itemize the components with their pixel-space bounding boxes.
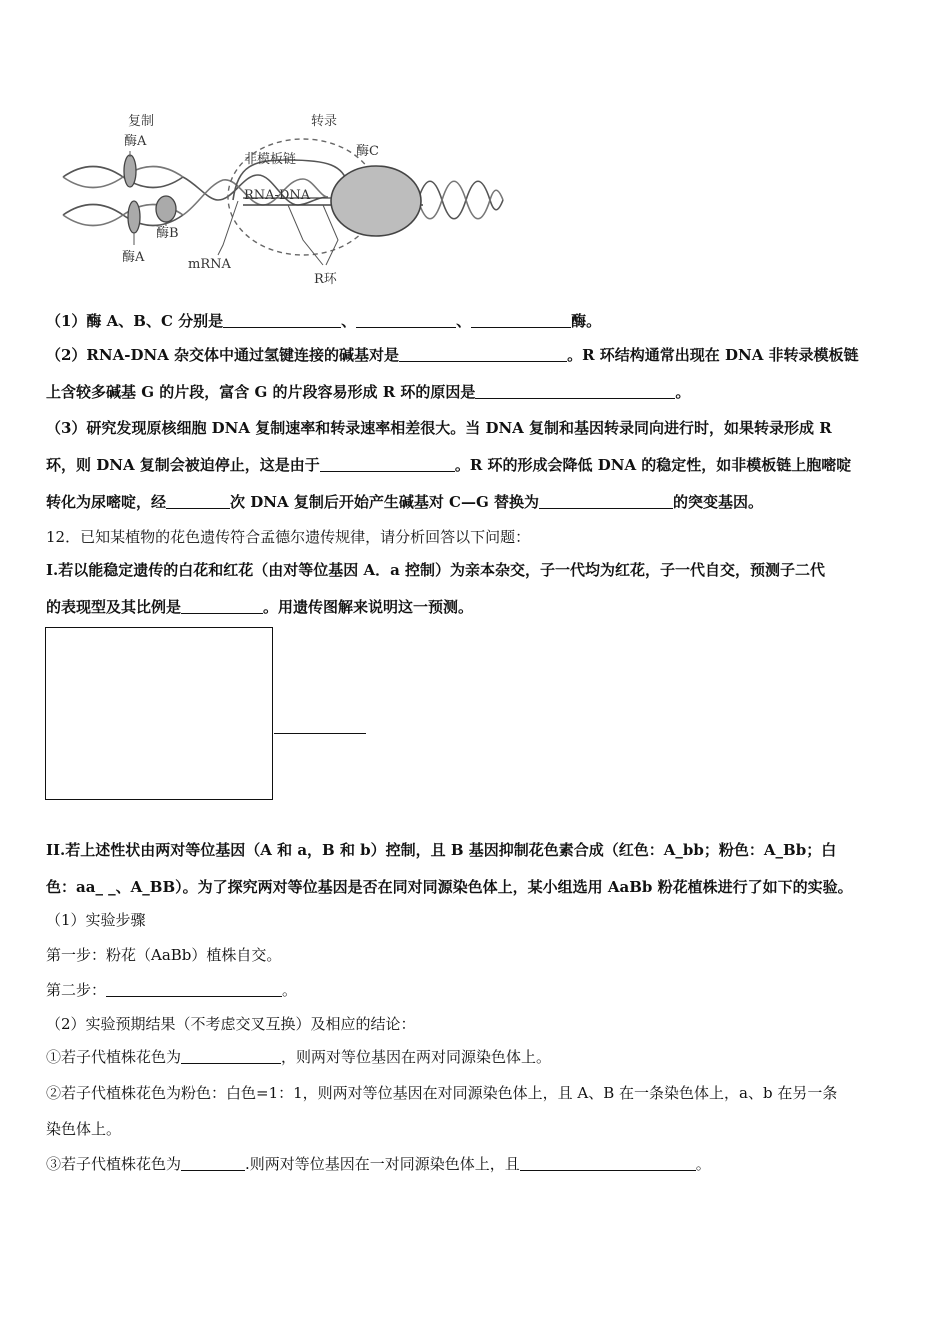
q11-part3-line2: 环，则 DNA 复制会被迫停止，这是由于 。R 环的形成会降低 DNA 的稳定性，如非模板链上胞嘧啶 xyxy=(46,456,852,474)
q11-part1: （1）酶 A、B、C 分别是 、 、 酶。 xyxy=(46,312,602,330)
q12-step2: 第二步： 。 xyxy=(46,981,298,999)
answer-box-side-line xyxy=(274,733,366,734)
q11-part2-line2: 上含较多碱基 G 的片段，富含 G 的片段容易形成 R 环的原因是 。 xyxy=(46,383,691,401)
label-replication: 复制 xyxy=(128,114,155,129)
label-enzyme-a-bottom: 酶A xyxy=(122,250,145,265)
label-mrna: mRNA xyxy=(188,257,231,272)
q12-I-line1: I.若以能稳定遗传的白花和红花（由对等位基因 A．a 控制）为亲本杂交，子一代均为红花，子一代自交，预测子二代 xyxy=(46,561,826,579)
label-enzyme-a-top: 酶A xyxy=(124,134,147,149)
enzyme-b-shape xyxy=(156,196,176,222)
genetic-diagram-answer-box[interactable] xyxy=(45,627,273,800)
q12-II-line1: II.若上述性状由两对等位基因（A 和 a，B 和 b）控制，且 B 基因抑制花色素合成（红色：A_bb；粉色：A_Bb；白 xyxy=(46,841,837,859)
label-transcription: 转录 xyxy=(311,114,338,129)
q12-I-line2: 的表现型及其比例是 。用遗传图解来说明这一预测。 xyxy=(46,598,474,616)
blank-replication-count[interactable] xyxy=(166,493,230,509)
pointer-rloop-left xyxy=(288,205,323,265)
q12-result1: ①若子代植株花色为 ，则两对等位基因在两对同源染色体上。 xyxy=(46,1048,552,1066)
q12-title: 12．已知某植物的花色遗传符合孟德尔遗传规律，请分析回答以下问题： xyxy=(46,528,531,546)
blank-base-pairs[interactable] xyxy=(399,346,567,362)
pointer-mrna xyxy=(218,201,238,255)
blank-result1-color[interactable] xyxy=(181,1048,281,1064)
blank-enzyme-b[interactable] xyxy=(356,312,456,328)
q12-II-line2: 色：aa_ _、A_BB）。为了探究两对等位基因是否在同对同源染色体上，某小组选用 AaBb 粉花植株进行了如下的实验。 xyxy=(46,878,853,896)
blank-enzyme-a[interactable] xyxy=(223,312,341,328)
enzyme-a-top-shape xyxy=(124,155,136,187)
q12-step1: 第一步：粉花（AaBb）植株自交。 xyxy=(46,946,282,964)
upper-helix-strand-2 xyxy=(63,167,183,188)
label-r-loop: R环 xyxy=(314,272,337,287)
q12-result2-line2: 染色体上。 xyxy=(46,1120,122,1138)
blank-substituted-pair[interactable] xyxy=(539,493,673,509)
q12-section2-title: （2）实验预期结果（不考虑交叉互换）及相应的结论： xyxy=(46,1015,416,1033)
blank-replication-stop-reason[interactable] xyxy=(320,456,455,472)
q12-result2-line1: ②若子代植株花色为粉色：白色=1：1，则两对等位基因在对同源染色体上，且 A、B 在一条染色体上，a、b 在另一条 xyxy=(46,1084,838,1102)
blank-result3-arrangement[interactable] xyxy=(520,1155,696,1171)
q12-result3: ③若子代植株花色为 .则两对等位基因在一对同源染色体上，且 。 xyxy=(46,1155,711,1173)
q11-part3-line1: （3）研究发现原核细胞 DNA 复制速率和转录速率相差很大。当 DNA 复制和基因转录同向进行时，如果转录形成 R xyxy=(46,419,832,437)
q11-part2-line1: （2）RNA-DNA 杂交体中通过氢键连接的碱基对是 。R 环结构通常出现在 DNA 非转录模板链 xyxy=(46,346,859,364)
blank-step2[interactable] xyxy=(106,981,282,997)
q11-part3-line3: 转化为尿嘧啶，经 次 DNA 复制后开始产生碱基对 C—G 替换为 的突变基因。 xyxy=(46,493,764,511)
enzyme-c-shape xyxy=(331,166,421,236)
r-loop-diagram xyxy=(58,105,508,295)
blank-result3-color[interactable] xyxy=(181,1155,245,1171)
blank-f2-ratio[interactable] xyxy=(181,598,263,614)
label-nontemplate-strand: 非模板链 xyxy=(244,152,297,167)
label-enzyme-b: 酶B xyxy=(156,226,179,241)
q12-section1-title: （1）实验步骤 xyxy=(46,911,146,929)
label-rna-dna: RNA-DNA xyxy=(244,188,311,203)
blank-enzyme-c[interactable] xyxy=(471,312,571,328)
blank-g-rich-reason[interactable] xyxy=(475,383,675,399)
enzyme-a-bottom-shape xyxy=(128,201,140,233)
label-enzyme-c: 酶C xyxy=(356,144,379,159)
